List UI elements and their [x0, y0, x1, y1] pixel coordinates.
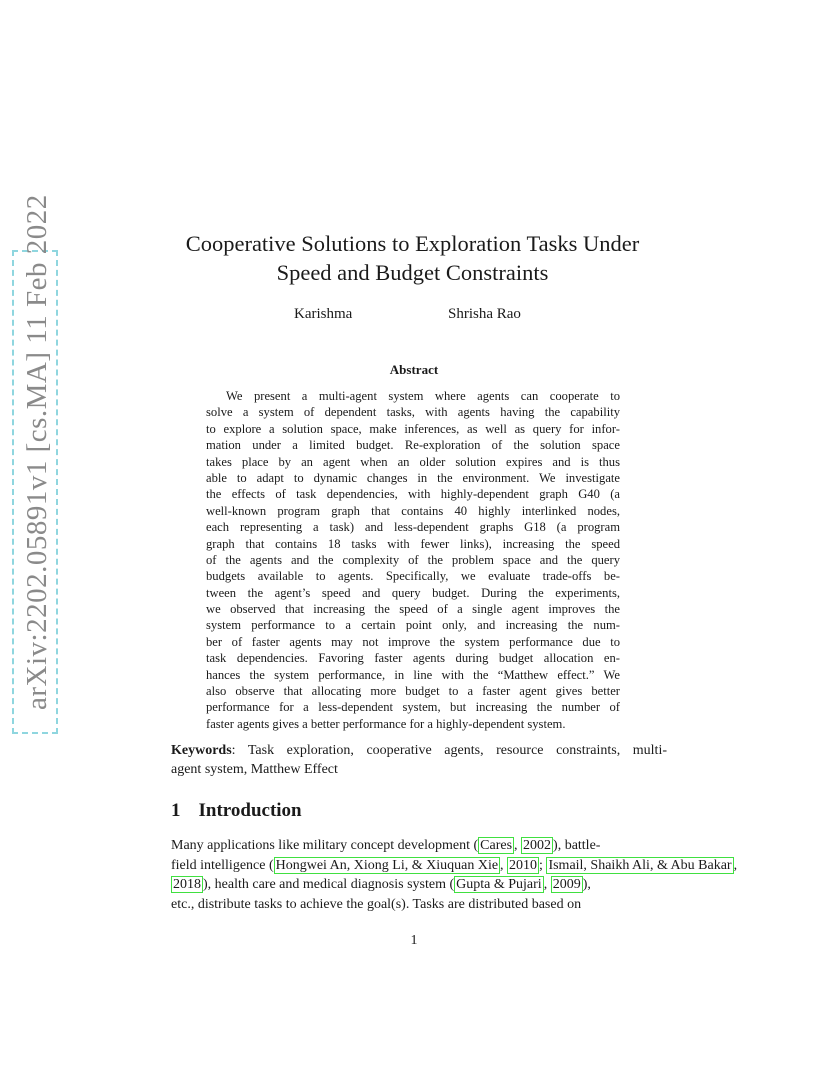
abstract-line: faster agents gives a better performance for a highly-dependent system.: [206, 716, 566, 731]
intro-line-2: [171, 856, 738, 876]
abstract-line: We present a multi-agent system where agents can cooperate to: [226, 389, 620, 403]
arxiv-stamp[interactable]: [12, 194, 58, 734]
keywords-line-2: agent system, Matthew Effect: [171, 762, 338, 777]
abstract-line: graph that contains 18 tasks with fewer links), increasing the speed: [206, 536, 620, 551]
intro-text: ,: [543, 877, 551, 892]
abstract-line: budgets available to agents. Specifically, we evaluate trade-offs be-: [206, 569, 620, 584]
citation-link[interactable]: Hongwei An, Xiong Li, & Xiuquan Xie: [275, 857, 499, 873]
author-1: Karishma: [294, 306, 353, 322]
title-line-2: Speed and Budget Constraints: [276, 260, 549, 285]
intro-line-3: [171, 875, 667, 895]
abstract-line: ber of faster agents may not improve the system performance due to: [206, 634, 620, 649]
keywords: [171, 741, 667, 779]
intro-text: ;: [539, 857, 547, 873]
intro-text: ), health care and medical diagnosis system (: [203, 877, 455, 892]
citation-link[interactable]: Cares: [480, 838, 513, 853]
intro-paragraph: [171, 836, 738, 914]
page-number: 1: [410, 933, 418, 948]
section-number: 1: [171, 800, 181, 821]
keywords-text-1: : Task exploration, cooperative agents, resource constraints, multi-: [231, 743, 667, 758]
abstract-line: able to adapt to dynamic changes in the environment. We investigate: [206, 470, 620, 485]
citation-link[interactable]: 2009: [552, 877, 581, 892]
abstract-line: takes place by an agent when an older solution expires and is thus: [206, 454, 620, 469]
citation-link[interactable]: 2018: [173, 877, 201, 892]
intro-line-4: etc., distribute tasks to achieve the goal(s). Tasks are distributed based on: [171, 896, 582, 912]
abstract-line: mation under a limited budget. Re-exploration of the solution space: [206, 438, 620, 453]
abstract-line: tween the agent’s speed and query budget. During the experiments,: [206, 585, 620, 600]
citation-link[interactable]: Ismail, Shaikh Ali, & Abu Bakar: [548, 857, 732, 873]
section-heading: [171, 800, 302, 822]
intro-text: field intelligence (: [171, 857, 274, 873]
intro-line-1: [171, 836, 667, 856]
intro-text: ,: [733, 857, 738, 873]
abstract-line: of the agents and the complexity of the problem space and the query: [206, 552, 620, 567]
abstract-line: task dependencies. Favoring faster agents during budget allocation en-: [206, 651, 620, 666]
keywords-label: Keywords: [171, 743, 232, 758]
citation-link[interactable]: 2010: [509, 857, 538, 873]
keywords-line-1: [171, 741, 667, 760]
paper-title: [150, 229, 675, 287]
abstract-heading: Abstract: [389, 362, 439, 377]
abstract-line: system performance to a certain point only, and increasing the num-: [206, 618, 620, 633]
intro-text: ),: [582, 877, 591, 892]
section-title: Introduction: [198, 800, 302, 821]
citation-link[interactable]: 2002: [523, 838, 552, 853]
abstract-line: the effects of task dependencies, with highly-dependent graph G40 (a: [206, 487, 620, 502]
intro-text: ), battle-: [553, 838, 601, 853]
abstract-line: well-known program graph that contains 40 highly interlinked nodes,: [206, 503, 620, 518]
abstract-line: also observe that allocating more budget to a faster agent gives better: [206, 684, 620, 699]
title-line-1: Cooperative Solutions to Exploration Tasks Under: [185, 231, 640, 256]
abstract-line: to explore a solution space, make inferences, as well as query for infor-: [206, 421, 620, 436]
abstract-line: solve a system of dependent tasks, with agents having the capability: [206, 405, 620, 420]
abstract-line: each representing a task) and less-dependent graphs G18 (a program: [206, 520, 620, 535]
abstract-body: [206, 388, 620, 732]
arxiv-identifier[interactable]: arXiv:2202.05891v1 [cs.MA] 11 Feb 2022: [21, 194, 53, 710]
abstract-line: hances the system performance, in line with the “Matthew effect.” We: [206, 667, 620, 682]
intro-text: ,: [500, 857, 508, 873]
abstract-line: performance for a less-dependent system, but increasing the number of: [206, 700, 620, 715]
abstract-line: we observed that increasing the speed of a single agent improves the: [206, 602, 620, 617]
intro-text: ,: [514, 838, 522, 853]
intro-text: Many applications like military concept development (: [171, 838, 479, 853]
citation-link[interactable]: Gupta & Pujari: [456, 877, 542, 892]
author-2: Shrisha Rao: [448, 306, 521, 322]
